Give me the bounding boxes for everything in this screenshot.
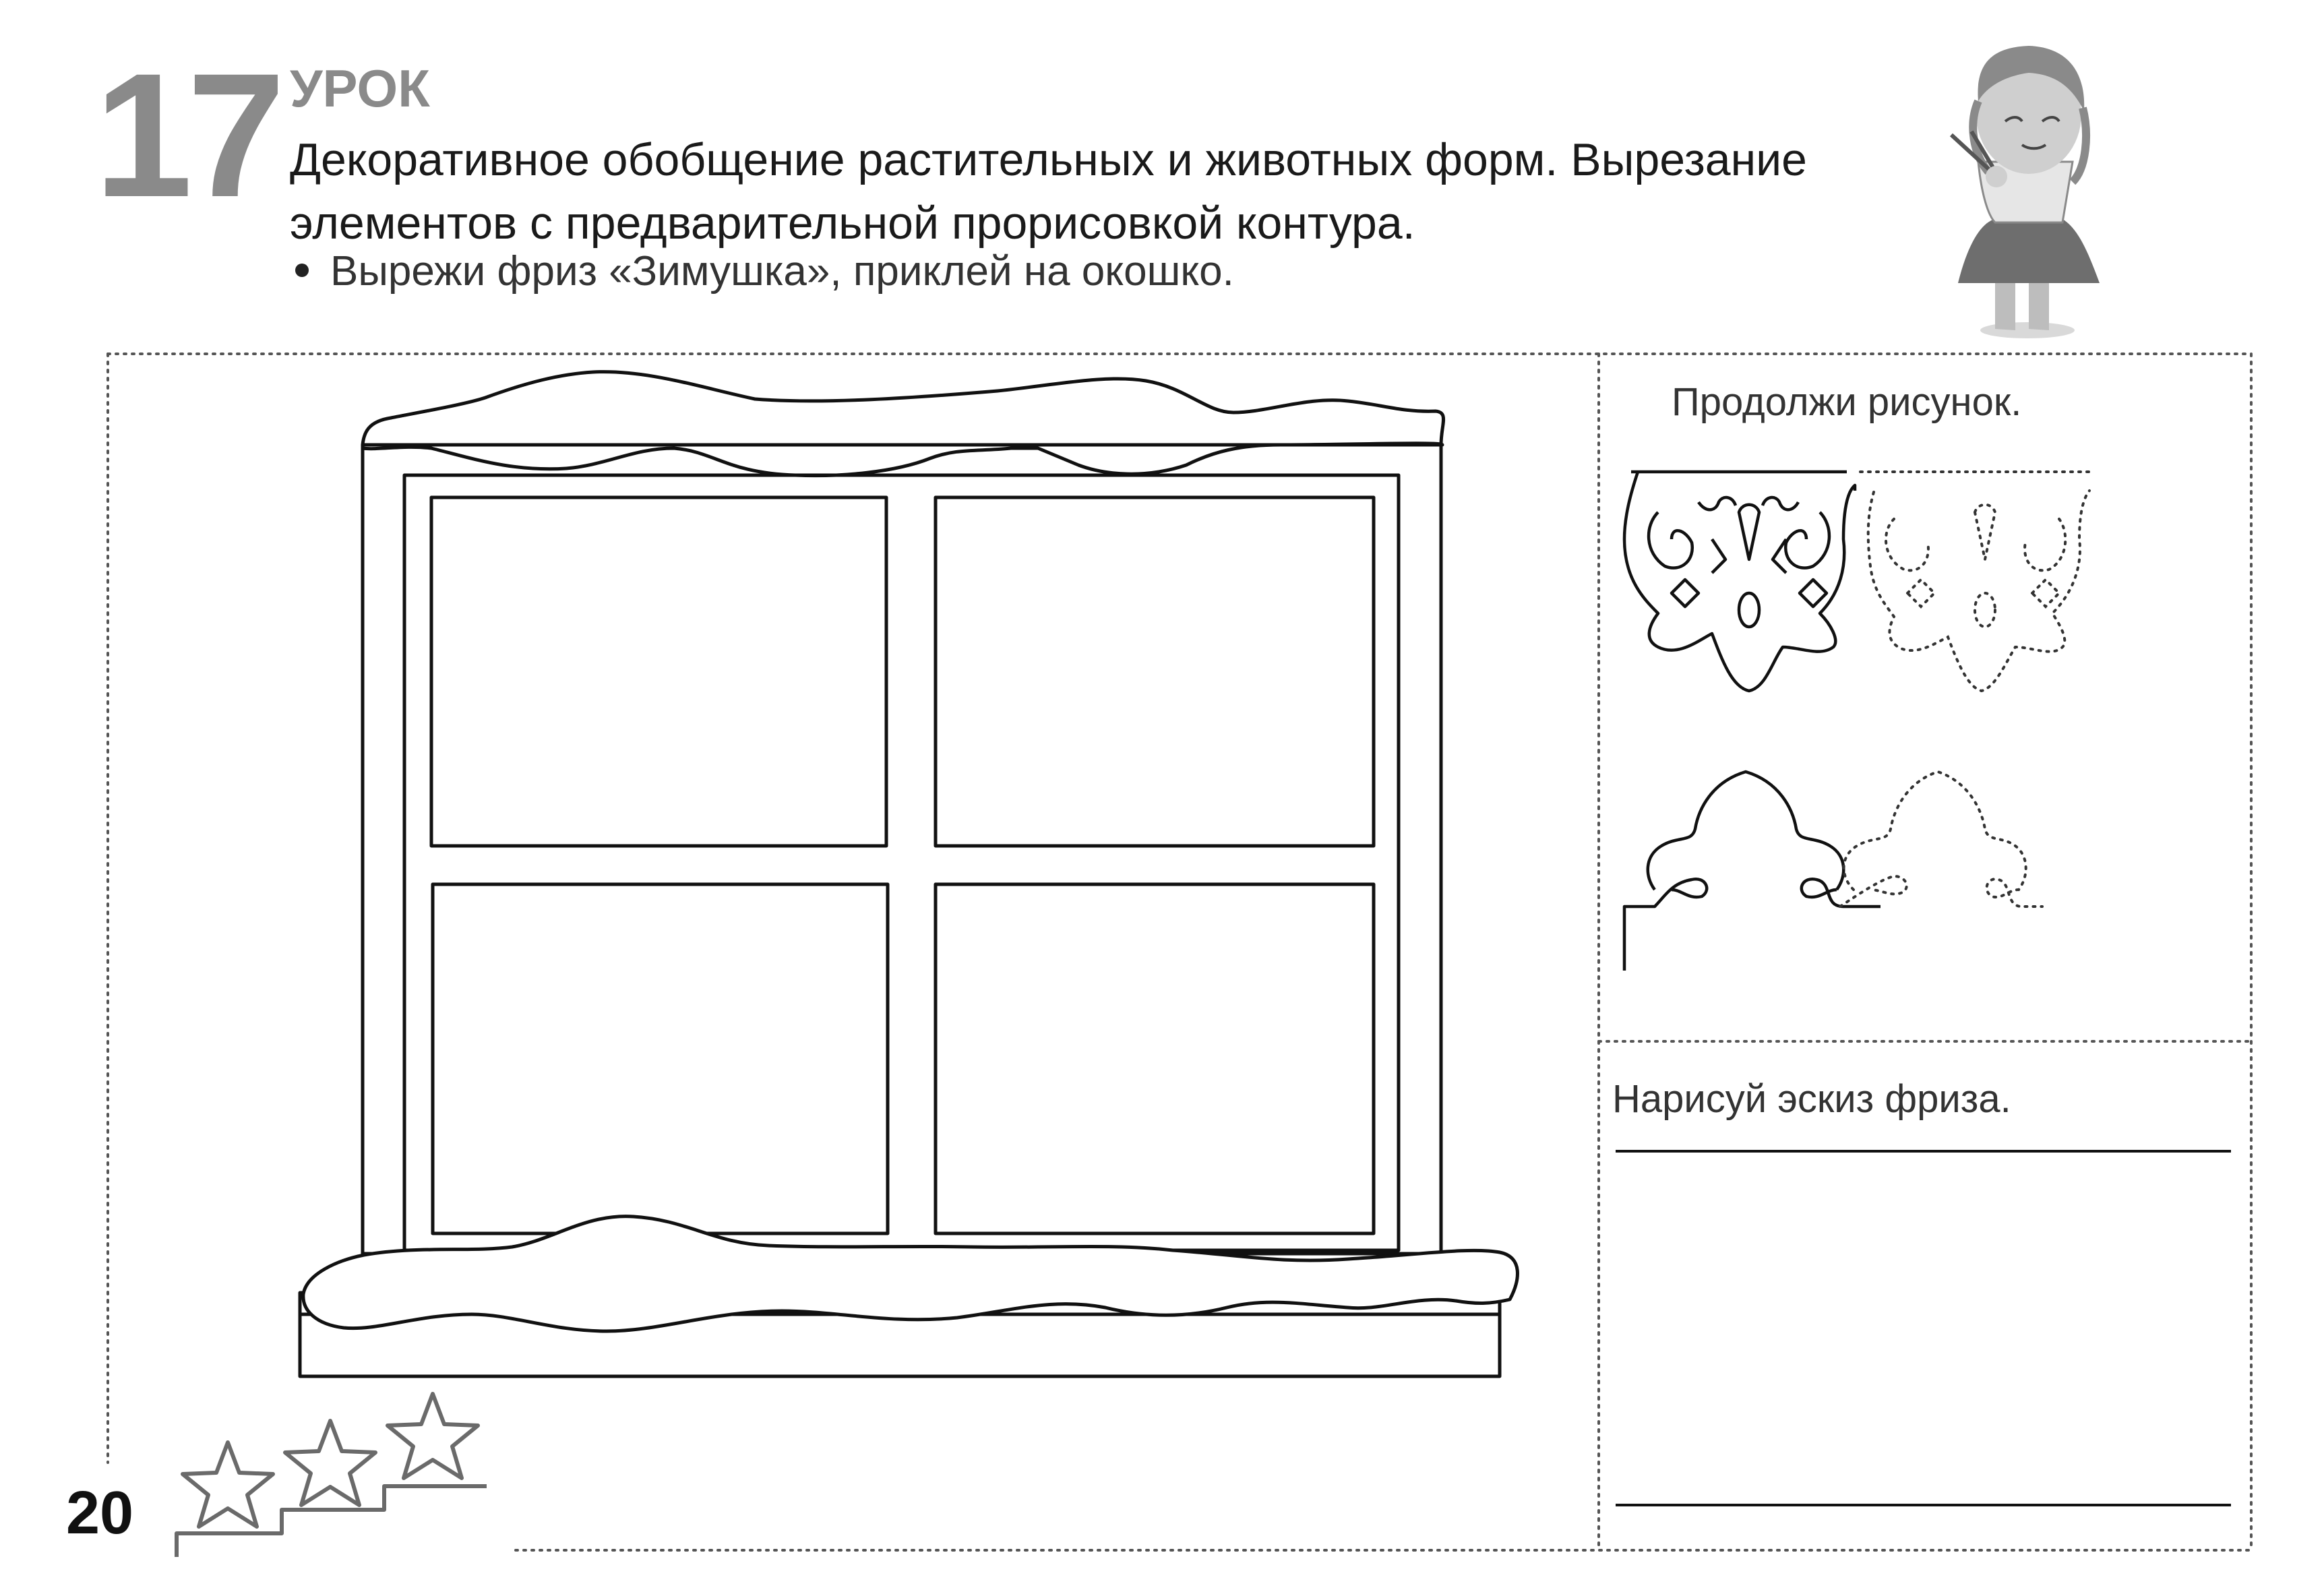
snow-top — [363, 372, 1444, 476]
sketch-frieze-label: Нарисуй эскиз фриза. — [1612, 1077, 2011, 1121]
page-number: 20 — [66, 1479, 134, 1547]
lesson-label: УРОК — [290, 59, 430, 118]
window-frame — [363, 445, 1441, 1254]
dotted-frame — [108, 354, 2251, 1550]
girl-artist-illustration — [1951, 46, 2100, 338]
difficulty-stairs — [177, 1486, 487, 1557]
window-pane — [433, 884, 888, 1233]
window-pane — [936, 884, 1374, 1233]
window-drawing — [300, 372, 1517, 1376]
star-icon — [388, 1394, 478, 1478]
window-inner-frame — [404, 475, 1399, 1250]
lesson-title: Декоративное обобщение растительных и животных форм. Вырезание элементов с предварительной прорисовкой контура. — [290, 134, 1807, 249]
frieze-pattern-solid — [1624, 772, 1880, 971]
sketch-lines — [1616, 1151, 2231, 1505]
star-icon — [285, 1421, 375, 1505]
window-pane — [936, 497, 1374, 846]
lesson-number: 17 — [94, 36, 280, 234]
window-pane — [431, 497, 886, 846]
task-text: Вырежи фриз «Зимушка», приклей на окошко. — [330, 248, 1234, 295]
continue-drawing-label: Продолжи рисунок. — [1672, 380, 2022, 424]
frieze-pattern-dotted — [1840, 772, 2042, 907]
frieze-pattern-solid — [1624, 472, 1855, 691]
difficulty-stars — [177, 1394, 487, 1557]
star-icon — [183, 1442, 273, 1527]
frieze-pattern-dotted — [1860, 472, 2089, 691]
